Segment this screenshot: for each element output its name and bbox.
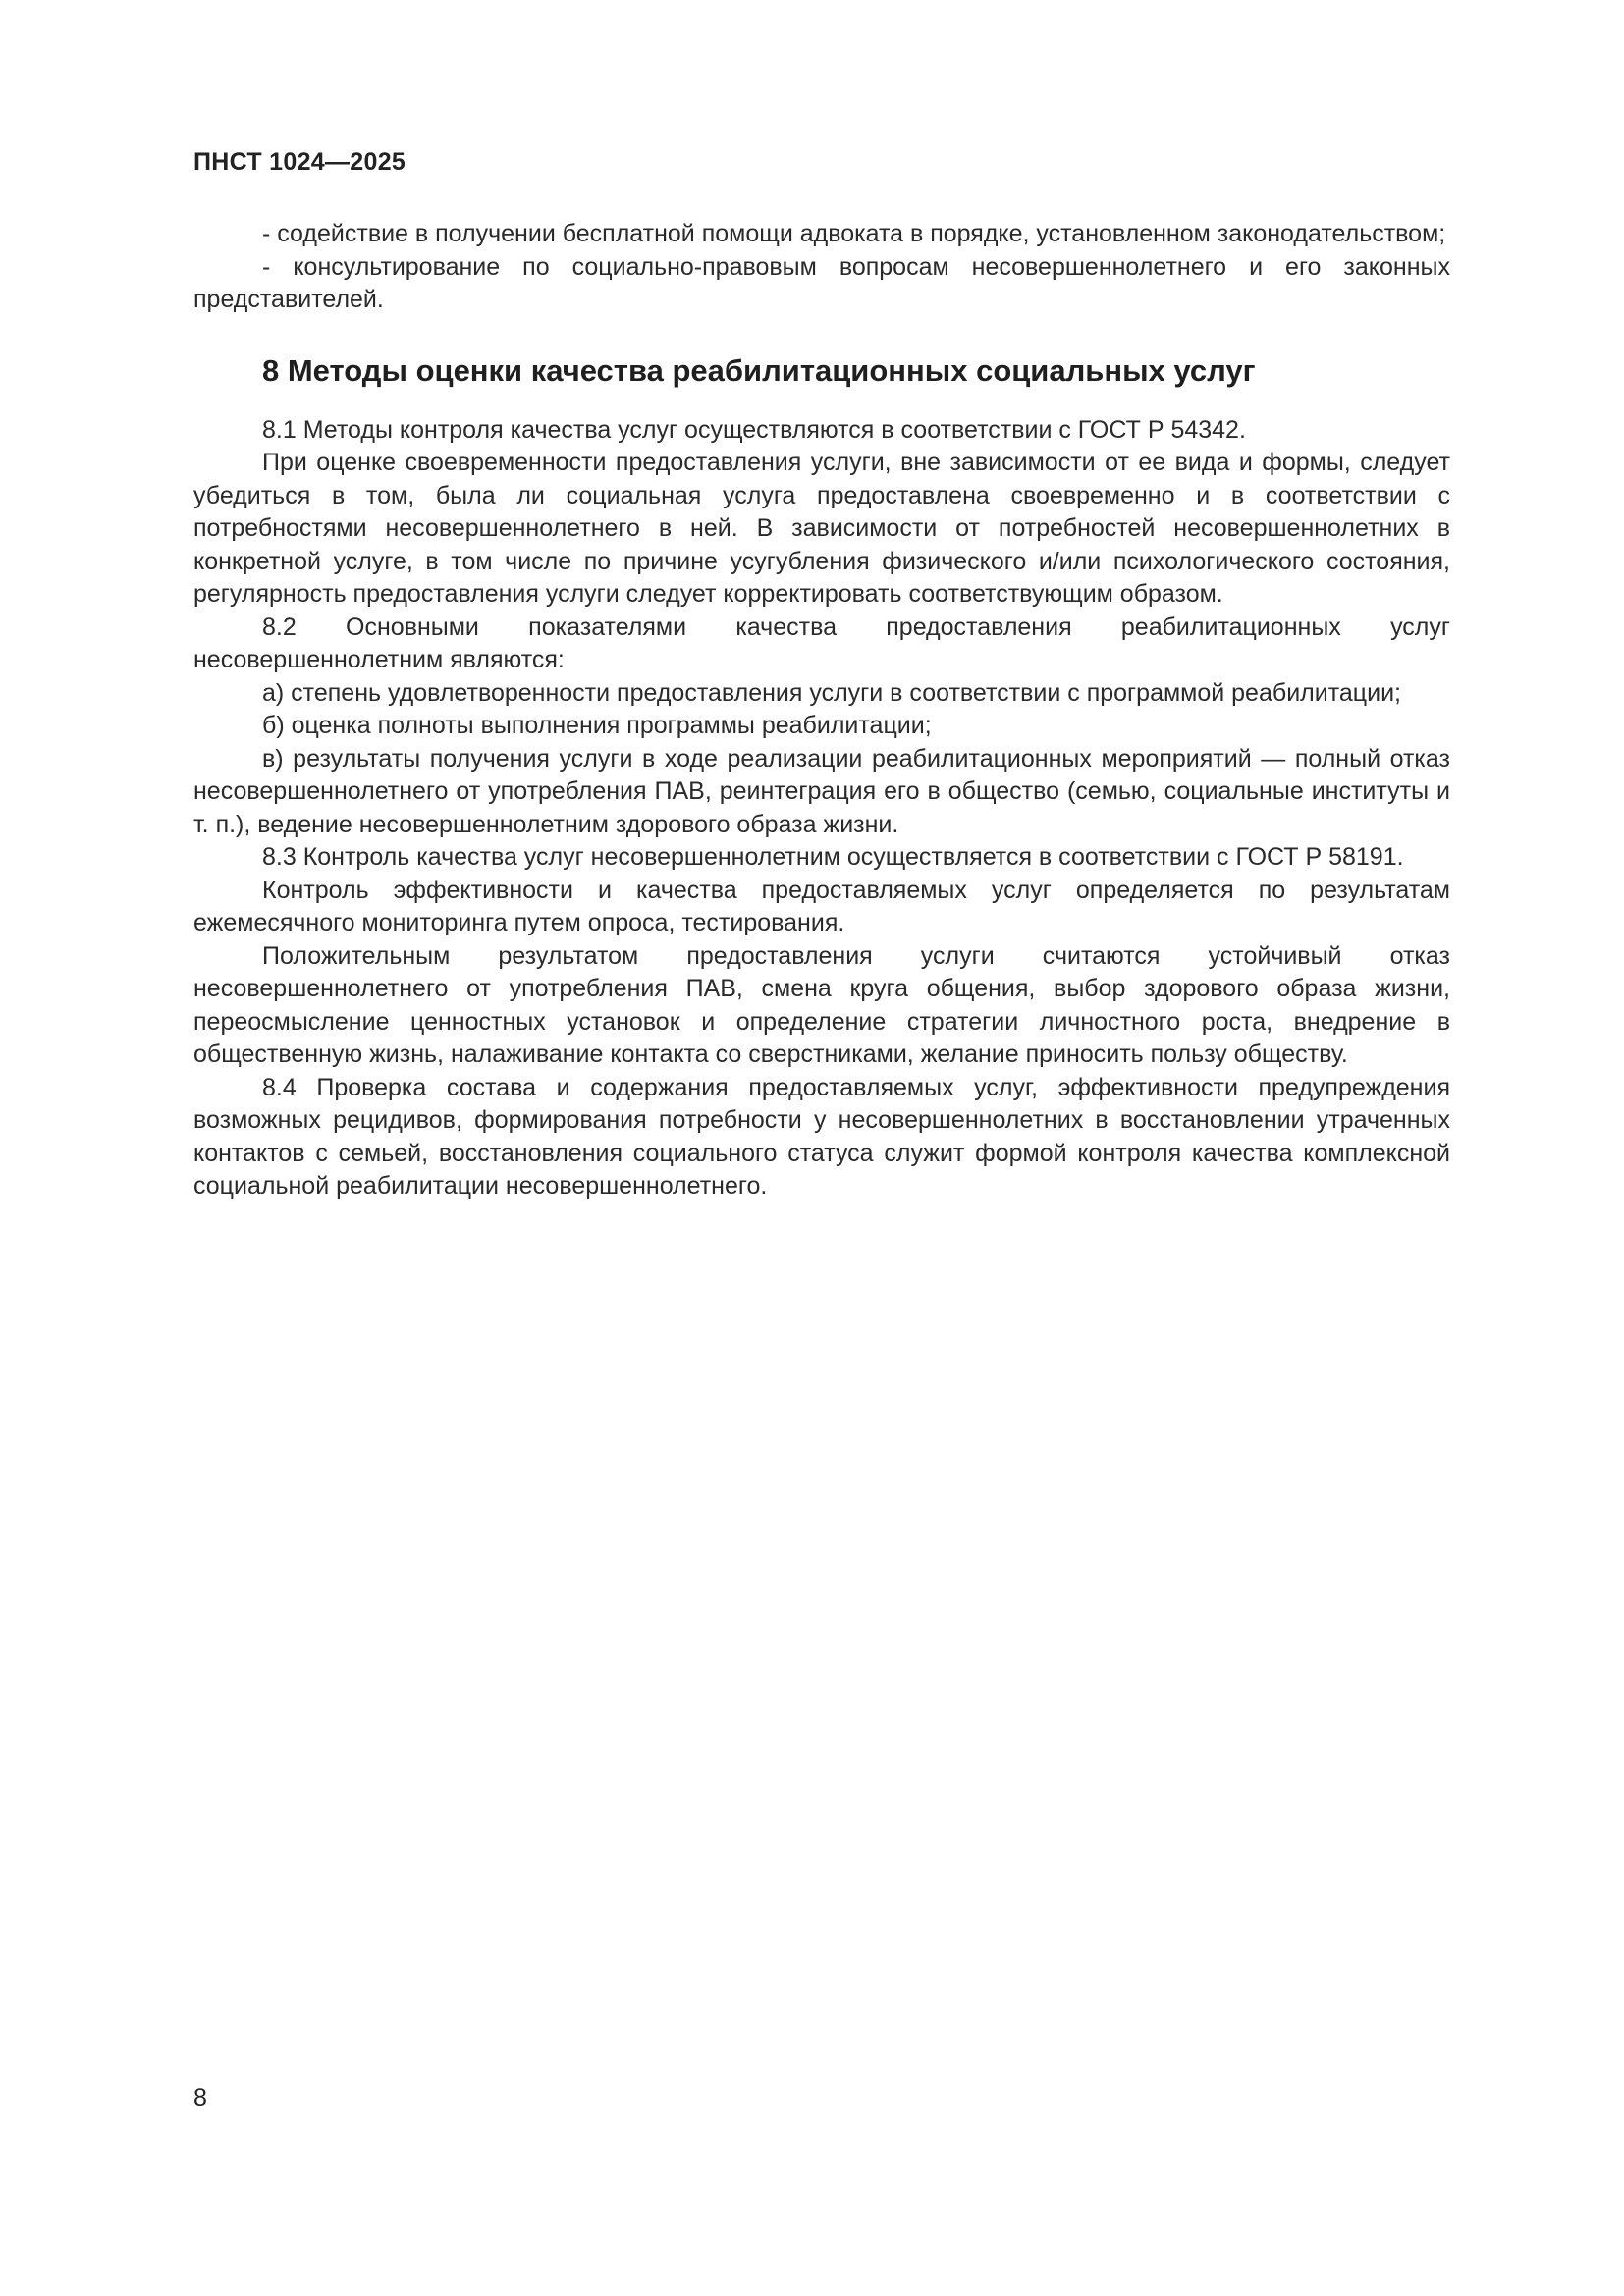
paragraph: 8.2 Основными показателями качества предоставления реабилитационных услуг несовершеннолетним являются: [193, 613, 1450, 673]
paragraph: 8.1 Методы контроля качества услуг осуществляются в соответствии с ГОСТ Р 54342. [262, 415, 1246, 444]
intro-item: - консультирование по социально-правовым вопросам несовершеннолетнего и его законных представителей. [193, 252, 1450, 313]
list-item: б) оценка полноты выполнения программы реабилитации; [262, 712, 932, 739]
document-header-id: ПНСТ 1024—2025 [193, 148, 406, 176]
list-item: а) степень удовлетворенности предоставления услуги в соответствии с программой реабилитации; [262, 678, 1401, 707]
intro-item: - содействие в получении бесплатной помощи адвоката в порядке, установленном законодательством; [262, 220, 1446, 247]
list-item: в) результаты получения услуги в ходе реализации реабилитационных мероприятий — полный отказ несовершеннолетнего от употребления ПАВ, реинтеграция его в общество (семью, социальные институты и т. п.), ведение несовершеннолетним здорового образа жизни. [193, 744, 1450, 838]
page-number: 8 [193, 2084, 207, 2111]
paragraph: Положительным результатом предоставления услуги считаются устойчивый отказ несовершеннолетнего от употребления ПАВ, смена круга общения, выбор здорового образа жизни, переосмысление ценностных установок и определение стратегии личностного роста, внедрение в общественную жизнь, налаживание контакта со сверстниками, желание приносить пользу обществу. [193, 941, 1450, 1068]
page-content [193, 218, 1450, 1203]
paragraph: 8.3 Контроль качества услуг несовершеннолетним осуществляется в соответствии с ГОСТ Р 58191. [262, 843, 1404, 871]
paragraph: При оценке своевременности предоставления услуги, вне зависимости от ее вида и формы, следует убедиться в том, была ли социальная услуга предоставлена своевременно и в соответствии с потребностями несовершеннолетнего в ней. В зависимости от потребностей несовершеннолетних в конкретной услуге, в том числе по причине усугубления физического и/или психологического состояния, регулярность предоставления услуги следует корректировать соответствующим образом. [193, 449, 1450, 608]
paragraph: Контроль эффективности и качества предоставляемых услуг определяется по результатам ежемесячного мониторинга путем опроса, тестирования. [193, 876, 1450, 936]
paragraph: 8.4 Проверка состава и содержания предоставляемых услуг, эффективности предупреждения возможных рецидивов, формирования потребности у несовершеннолетних в восстановлении утраченных контактов с семьей, восстановления социального статуса служит формой контроля качества комплексной социальной реабилитации несовершеннолетнего. [193, 1073, 1450, 1200]
section-title: 8 Методы оценки качества реабилитационных социальных услуг [262, 352, 1256, 388]
